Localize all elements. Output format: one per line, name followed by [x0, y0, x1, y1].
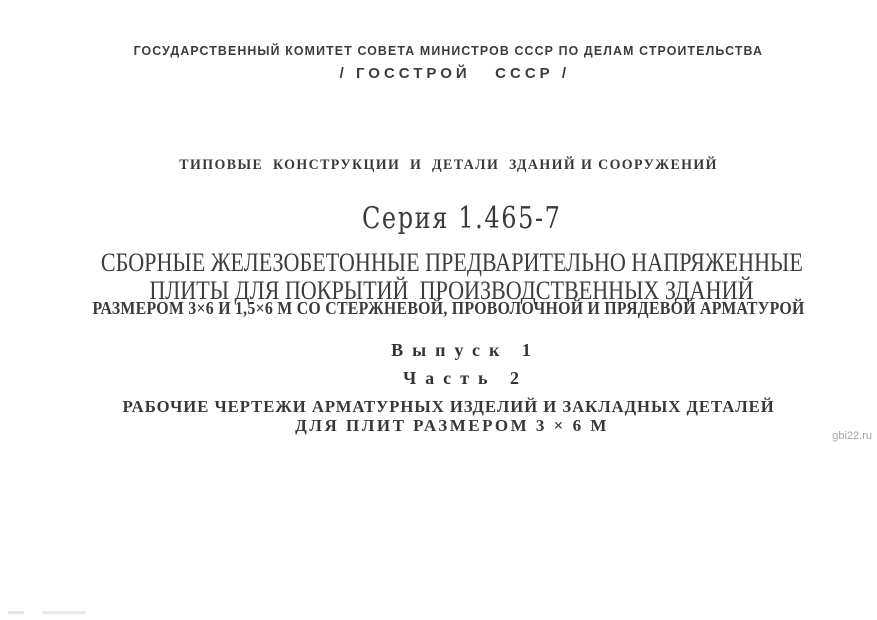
series-number-text: Серия 1.465-7 [361, 201, 562, 236]
contents-line-2-text: ДЛЯ ПЛИТ РАЗМЕРОМ 3 × 6 М [295, 416, 609, 435]
contents-line-1-text: РАБОЧИЕ ЧЕРТЕЖИ АРМАТУРНЫХ ИЗДЕЛИЙ И ЗАКЛАДНЫХ ДЕТАЛЕЙ [122, 397, 776, 416]
main-title-line-2-text: ПЛИТЫ ДЛЯ ПОКРЫТИЙ ПРОИЗВОДСТВЕННЫХ ЗДАНИЙ [149, 276, 754, 305]
main-title-line-3-text: РАЗМЕРОМ 3×6 И 1,5×6 М СО СТЕРЖНЕВОЙ, ПРОВОЛОЧНОЙ И ПРЯДЕВОЙ АРМАТУРОЙ [92, 298, 805, 318]
series-caption-text: ТИПОВЫЕ КОНСТРУКЦИИ И ДЕТАЛИ ЗДАНИЙ И СООРУЖЕНИЙ [179, 157, 719, 173]
contents-line-2 [0, 396, 877, 456]
gosstroy-header-text: / ГОССТРОЙ СССР / [339, 65, 571, 82]
issue-label-text: Выпуск 1 [391, 340, 540, 360]
main-title-line-1-text: СБОРНЫЕ ЖЕЛЕЗОБЕТОННЫЕ ПРЕДВАРИТЕЛЬНО НАПРЯЖЕННЫЕ [100, 248, 803, 277]
watermark-gbi22: gbi22.ru [832, 430, 872, 442]
scan-smudge-right [42, 611, 86, 614]
part-label-text: Часть 2 [402, 368, 529, 388]
scan-smudge-left [8, 611, 24, 614]
gosstroy-header [0, 48, 877, 99]
committee-header-text: ГОСУДАРСТВЕННЫЙ КОМИТЕТ СОВЕТА МИНИСТРОВ СССР ПО ДЕЛАМ СТРОИТЕЛЬСТВА [133, 43, 763, 58]
